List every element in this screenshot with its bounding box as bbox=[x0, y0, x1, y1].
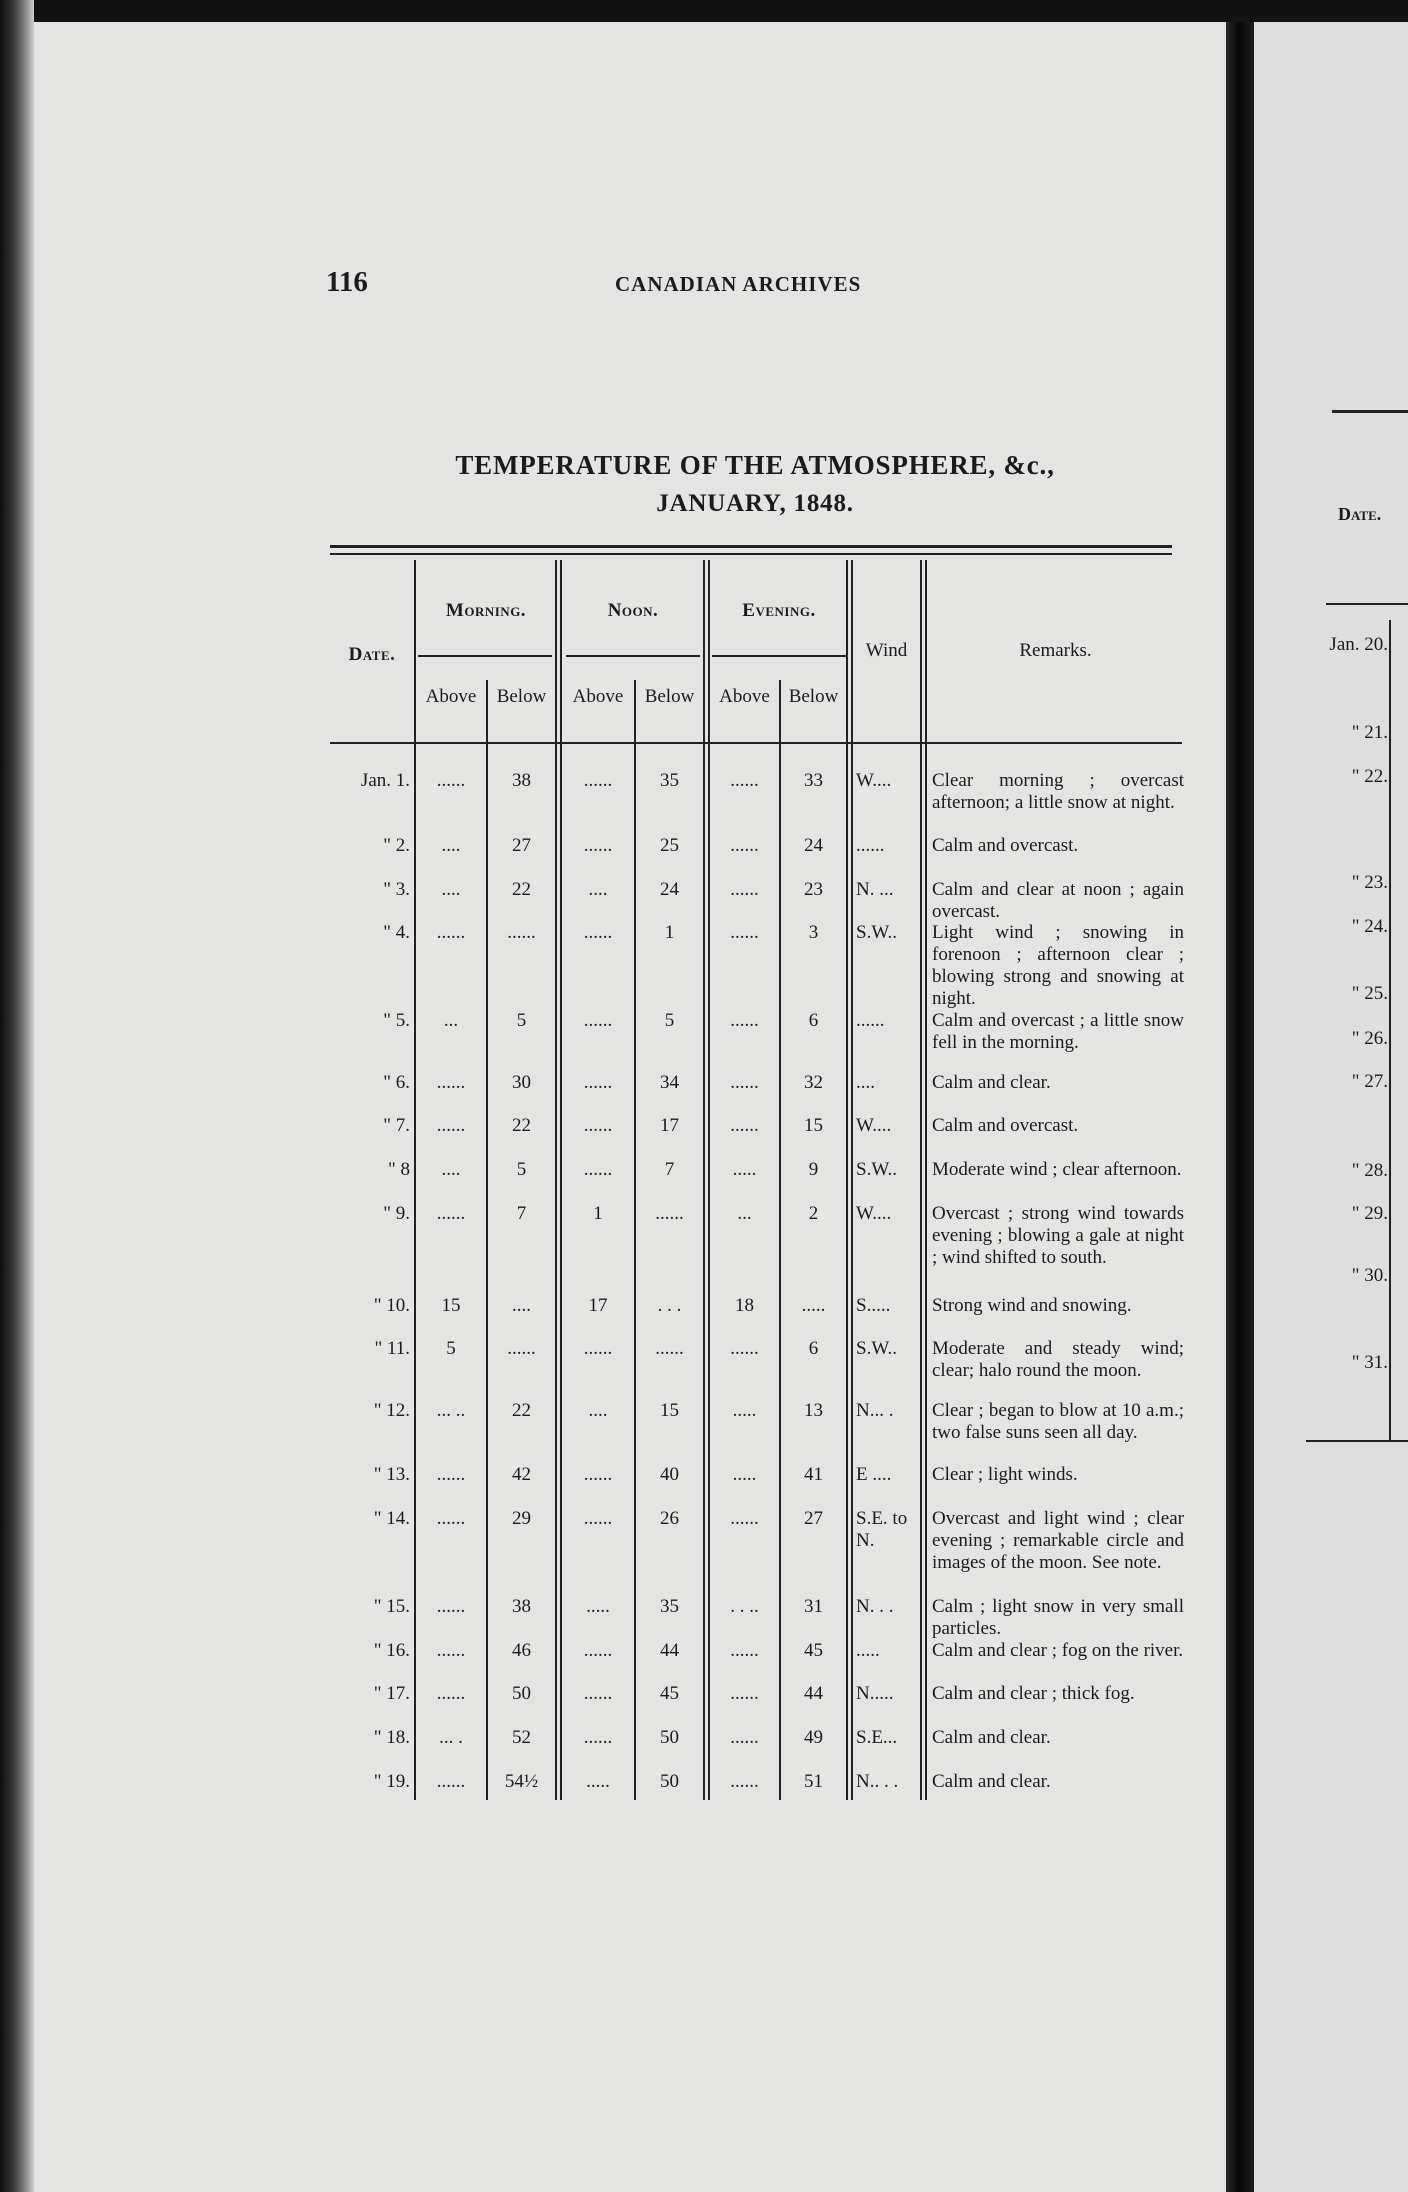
cell-remarks: Overcast ; strong wind towards evening ; blowing a gale at night ; wind shifted to south. bbox=[932, 1203, 1184, 1268]
facing-page-date: " 24. bbox=[1351, 916, 1388, 937]
cell-remarks: Clear ; began to blow at 10 a.m.; two false suns seen all day. bbox=[932, 1400, 1184, 1443]
noon-group-rule bbox=[566, 655, 700, 657]
cell-evening-above: ... bbox=[737, 1203, 752, 1224]
cell-wind: .... bbox=[856, 1072, 875, 1093]
cell-evening-below: 6 bbox=[808, 1338, 819, 1359]
cell-noon-below: 50 bbox=[660, 1727, 679, 1748]
cell-evening-below: ..... bbox=[801, 1295, 826, 1316]
running-head: CANADIAN ARCHIVES bbox=[615, 272, 862, 296]
cell-noon-below: 45 bbox=[660, 1683, 679, 1704]
evening-group-rule bbox=[712, 655, 846, 657]
facing-page-col-rule bbox=[1389, 620, 1391, 1440]
header-date: Date. bbox=[348, 644, 396, 665]
cell-morning-above: ... .. bbox=[436, 1400, 466, 1421]
cell-wind: W.... bbox=[856, 770, 892, 791]
cell-remarks: Calm and clear ; fog on the river. bbox=[932, 1640, 1184, 1661]
cell-evening-below: 9 bbox=[808, 1159, 819, 1180]
facing-page-date: " 21. bbox=[1351, 722, 1388, 743]
header-morning-above: Above bbox=[425, 686, 477, 707]
cell-evening-below: 44 bbox=[804, 1683, 823, 1704]
cell-evening-below: 27 bbox=[804, 1508, 823, 1529]
cell-noon-above: ...... bbox=[583, 1338, 613, 1359]
cell-evening-below: 2 bbox=[808, 1203, 819, 1224]
cell-noon-below: 35 bbox=[660, 1596, 679, 1617]
cell-evening-above: ...... bbox=[730, 835, 759, 856]
cell-date: Jan. 1. bbox=[360, 770, 410, 791]
table-title: TEMPERATURE OF THE ATMOSPHERE, &c., bbox=[455, 450, 1055, 480]
cell-morning-below: 54½ bbox=[504, 1771, 539, 1792]
cell-morning-below: 50 bbox=[512, 1683, 531, 1704]
cell-date: " 15. bbox=[373, 1596, 410, 1617]
cell-morning-above: .... bbox=[441, 879, 461, 900]
cell-noon-below: 34 bbox=[660, 1072, 679, 1093]
cell-morning-above: ... bbox=[443, 1010, 459, 1031]
cell-noon-above: ...... bbox=[583, 835, 613, 856]
cell-wind: N.. . . bbox=[856, 1771, 899, 1792]
cell-date: " 11. bbox=[374, 1338, 410, 1359]
cell-morning-below: 29 bbox=[512, 1508, 531, 1529]
cell-date: " 9. bbox=[383, 1203, 410, 1224]
cell-wind: E .... bbox=[856, 1464, 892, 1485]
facing-page-header-rule bbox=[1326, 603, 1408, 605]
header-evening-above: Above bbox=[719, 686, 770, 707]
cell-morning-below: 46 bbox=[512, 1640, 531, 1661]
cell-date: " 4. bbox=[383, 922, 410, 943]
cell-noon-below: 26 bbox=[660, 1508, 679, 1529]
cell-morning-below: 5 bbox=[516, 1010, 527, 1031]
cell-evening-below: 23 bbox=[804, 879, 823, 900]
facing-page-date: " 27. bbox=[1351, 1071, 1388, 1092]
cell-noon-below: ...... bbox=[655, 1203, 684, 1224]
cell-morning-above: 5 bbox=[446, 1338, 456, 1359]
cell-date: " 7. bbox=[383, 1115, 410, 1136]
header-morning: Morning. bbox=[445, 600, 527, 621]
cell-remarks: Light wind ; snowing in forenoon ; afternoon clear ; blowing strong and snowing at night. bbox=[932, 922, 1184, 1009]
cell-evening-above: ..... bbox=[732, 1159, 757, 1180]
cell-evening-below: 31 bbox=[804, 1596, 823, 1617]
cell-morning-below: 5 bbox=[516, 1159, 527, 1180]
facing-page-date: " 25. bbox=[1351, 983, 1388, 1004]
cell-date: " 12. bbox=[373, 1400, 410, 1421]
cell-wind: N... . bbox=[856, 1400, 894, 1421]
cell-date: " 17. bbox=[373, 1683, 410, 1704]
cell-evening-above: ...... bbox=[730, 770, 759, 791]
header-noon-above: Above bbox=[572, 686, 624, 707]
cell-remarks: Moderate and steady wind; clear; halo round the moon. bbox=[932, 1338, 1184, 1381]
cell-noon-below: 44 bbox=[660, 1640, 679, 1661]
facing-page-date: Jan. 20. bbox=[1329, 634, 1388, 655]
cell-evening-below: 45 bbox=[804, 1640, 823, 1661]
cell-evening-below: 24 bbox=[804, 835, 823, 856]
cell-wind: S.E... bbox=[856, 1727, 898, 1748]
cell-remarks: Strong wind and snowing. bbox=[932, 1295, 1132, 1316]
cell-wind: S.W.. bbox=[856, 1159, 898, 1180]
cell-evening-above: ...... bbox=[730, 1072, 759, 1093]
cell-morning-above: ...... bbox=[436, 1072, 466, 1093]
cell-noon-below: 24 bbox=[660, 879, 679, 900]
cell-evening-above: ...... bbox=[730, 1338, 759, 1359]
cell-wind: ...... bbox=[856, 1010, 885, 1031]
cell-evening-below: 41 bbox=[804, 1464, 823, 1485]
facing-page-date: " 22. bbox=[1351, 766, 1388, 787]
cell-noon-below: 17 bbox=[660, 1115, 679, 1136]
facing-page-date: " 28. bbox=[1351, 1160, 1388, 1181]
cell-noon-below: 15 bbox=[660, 1400, 679, 1421]
cell-noon-above: .... bbox=[588, 1400, 608, 1421]
col-rule-8a bbox=[920, 560, 922, 1800]
cell-morning-below: ...... bbox=[507, 1338, 536, 1359]
col-rule-8b bbox=[925, 560, 927, 1800]
cell-morning-above: ...... bbox=[436, 770, 466, 791]
cell-evening-above: ...... bbox=[730, 1640, 759, 1661]
col-rule-7a bbox=[846, 560, 848, 1800]
cell-noon-above: ...... bbox=[583, 1115, 613, 1136]
col-rule-7b bbox=[851, 560, 853, 1800]
cell-noon-above: ...... bbox=[583, 1159, 613, 1180]
cell-morning-below: 52 bbox=[512, 1727, 531, 1748]
header-remarks: Remarks. bbox=[1019, 640, 1092, 661]
facing-page-bottom-rule bbox=[1306, 1440, 1408, 1442]
facing-page-date: " 29. bbox=[1351, 1203, 1388, 1224]
cell-evening-below: 32 bbox=[804, 1072, 823, 1093]
cell-remarks: Clear morning ; overcast afternoon; a little snow at night. bbox=[932, 770, 1184, 813]
cell-noon-above: ...... bbox=[583, 1072, 613, 1093]
cell-wind: S.E. to N. bbox=[856, 1508, 908, 1551]
cell-noon-below: 7 bbox=[664, 1159, 675, 1180]
header-bottom-rule bbox=[330, 742, 1182, 744]
facing-page-date: " 31. bbox=[1351, 1352, 1388, 1373]
cell-morning-above: ...... bbox=[436, 922, 466, 943]
cell-morning-above: ...... bbox=[436, 1596, 466, 1617]
cell-noon-above: .... bbox=[588, 879, 608, 900]
cell-wind: N. . . bbox=[856, 1596, 894, 1617]
cell-morning-above: .... bbox=[441, 1159, 461, 1180]
header-evening: Evening. bbox=[742, 600, 816, 621]
cell-evening-above: ...... bbox=[730, 1727, 759, 1748]
cell-noon-below: ...... bbox=[655, 1338, 684, 1359]
cell-wind: ..... bbox=[856, 1640, 880, 1661]
cell-evening-below: 3 bbox=[808, 922, 819, 943]
cell-morning-below: 22 bbox=[512, 879, 531, 900]
cell-date: " 8 bbox=[387, 1159, 410, 1180]
cell-morning-below: ...... bbox=[507, 922, 536, 943]
cell-morning-below: 42 bbox=[512, 1464, 531, 1485]
page-sheet bbox=[34, 22, 1240, 2192]
cell-evening-below: 33 bbox=[804, 770, 823, 791]
cell-morning-above: ...... bbox=[436, 1640, 466, 1661]
cell-date: " 5. bbox=[383, 1010, 410, 1031]
cell-morning-above: ...... bbox=[436, 1115, 466, 1136]
cell-noon-above: 17 bbox=[588, 1295, 608, 1316]
cell-noon-above: ...... bbox=[583, 1508, 613, 1529]
cell-morning-below: 22 bbox=[512, 1115, 531, 1136]
cell-noon-below: 50 bbox=[660, 1771, 679, 1792]
cell-evening-above: ..... bbox=[732, 1464, 757, 1485]
header-noon-below: Below bbox=[644, 686, 695, 707]
facing-page-top-rule bbox=[1332, 410, 1408, 413]
cell-evening-below: 49 bbox=[804, 1727, 823, 1748]
cell-noon-above: ...... bbox=[583, 922, 613, 943]
cell-wind: W.... bbox=[856, 1115, 892, 1136]
facing-page-date: " 30. bbox=[1351, 1265, 1388, 1286]
cell-wind: N. ... bbox=[856, 879, 894, 900]
cell-remarks: Overcast and light wind ; clear evening ; remarkable circle and images of the moon. See note. bbox=[932, 1508, 1184, 1573]
cell-evening-above: ...... bbox=[730, 879, 759, 900]
cell-evening-above: ...... bbox=[730, 922, 759, 943]
cell-noon-above: ..... bbox=[586, 1596, 610, 1617]
cell-remarks: Clear ; light winds. bbox=[932, 1464, 1078, 1485]
cell-remarks: Moderate wind ; clear afternoon. bbox=[932, 1159, 1182, 1180]
col-rule-3a bbox=[555, 560, 557, 1800]
cell-morning-below: 38 bbox=[512, 1596, 531, 1617]
header-wind: Wind bbox=[865, 640, 908, 661]
facing-page-date: " 23. bbox=[1351, 872, 1388, 893]
cell-remarks: Calm and clear. bbox=[932, 1771, 1051, 1792]
cell-date: " 16. bbox=[373, 1640, 410, 1661]
cell-evening-above: ...... bbox=[730, 1683, 759, 1704]
cell-evening-below: 13 bbox=[804, 1400, 823, 1421]
col-rule-5a bbox=[703, 560, 705, 1800]
cell-morning-above: .... bbox=[441, 835, 461, 856]
cell-date: " 13. bbox=[373, 1464, 410, 1485]
cell-evening-above: ...... bbox=[730, 1010, 759, 1031]
cell-date: " 18. bbox=[373, 1727, 410, 1748]
cell-morning-above: ...... bbox=[436, 1203, 466, 1224]
cell-wind: S.W.. bbox=[856, 922, 898, 943]
cell-evening-above: ...... bbox=[730, 1771, 759, 1792]
cell-date: " 10. bbox=[373, 1295, 410, 1316]
cell-morning-above: ...... bbox=[436, 1771, 466, 1792]
header-noon: Noon. bbox=[607, 600, 659, 621]
cell-wind: ...... bbox=[856, 835, 885, 856]
book-gutter bbox=[1226, 22, 1254, 2192]
cell-noon-above: ..... bbox=[586, 1771, 610, 1792]
cell-wind: S.W.. bbox=[856, 1338, 898, 1359]
cell-wind: S..... bbox=[856, 1295, 891, 1316]
cell-evening-below: 51 bbox=[804, 1771, 823, 1792]
cell-remarks: Calm and clear ; thick fog. bbox=[932, 1683, 1135, 1704]
header-evening-below: Below bbox=[788, 686, 839, 707]
facing-page-date-header: Date. bbox=[1338, 504, 1382, 524]
cell-morning-above: ...... bbox=[436, 1508, 466, 1529]
cell-remarks: Calm ; light snow in very small particles. bbox=[932, 1596, 1184, 1639]
cell-morning-below: 7 bbox=[516, 1203, 527, 1224]
cell-morning-below: 30 bbox=[512, 1072, 531, 1093]
cell-noon-below: 5 bbox=[664, 1010, 675, 1031]
cell-noon-above: ...... bbox=[583, 1464, 613, 1485]
cell-remarks: Calm and overcast ; a little snow fell in the morning. bbox=[932, 1010, 1184, 1053]
cell-remarks: Calm and overcast. bbox=[932, 835, 1079, 856]
cell-noon-below: 25 bbox=[660, 835, 679, 856]
scan-top-border bbox=[0, 0, 1408, 22]
table-subtitle: JANUARY, 1848. bbox=[656, 490, 854, 517]
cell-morning-below: 38 bbox=[512, 770, 531, 791]
cell-noon-below: 35 bbox=[660, 770, 679, 791]
cell-evening-below: 6 bbox=[808, 1010, 819, 1031]
cell-evening-above: . . .. bbox=[730, 1596, 759, 1617]
cell-noon-above: ...... bbox=[583, 770, 613, 791]
cell-evening-above: ...... bbox=[730, 1115, 759, 1136]
cell-remarks: Calm and clear. bbox=[932, 1072, 1051, 1093]
cell-wind: N..... bbox=[856, 1683, 894, 1704]
cell-evening-above: ...... bbox=[730, 1508, 759, 1529]
cell-evening-above: ..... bbox=[732, 1400, 757, 1421]
cell-morning-below: 27 bbox=[512, 835, 531, 856]
cell-noon-above: ...... bbox=[583, 1640, 613, 1661]
header-morning-below: Below bbox=[496, 686, 547, 707]
page-number: 116 bbox=[326, 266, 368, 298]
cell-morning-below: 22 bbox=[512, 1400, 531, 1421]
book-left-edge bbox=[0, 0, 34, 2192]
top-double-rule bbox=[330, 545, 1172, 548]
top-double-rule-inner bbox=[330, 553, 1172, 555]
cell-noon-above: ...... bbox=[583, 1727, 613, 1748]
cell-morning-above: 15 bbox=[441, 1295, 461, 1316]
facing-page bbox=[1254, 22, 1408, 2192]
cell-noon-below: 40 bbox=[660, 1464, 679, 1485]
facing-page-date: " 26. bbox=[1351, 1028, 1388, 1049]
cell-evening-above: 18 bbox=[735, 1295, 754, 1316]
cell-noon-above: 1 bbox=[593, 1203, 603, 1224]
cell-noon-above: ...... bbox=[583, 1683, 613, 1704]
cell-noon-below: . . . bbox=[657, 1295, 682, 1316]
cell-remarks: Calm and overcast. bbox=[932, 1115, 1079, 1136]
cell-morning-below: .... bbox=[512, 1295, 531, 1316]
cell-morning-above: ...... bbox=[436, 1683, 466, 1704]
morning-group-rule bbox=[418, 655, 552, 657]
cell-date: " 3. bbox=[383, 879, 410, 900]
cell-date: " 6. bbox=[383, 1072, 410, 1093]
cell-noon-below: 1 bbox=[664, 922, 675, 943]
cell-date: " 19. bbox=[373, 1771, 410, 1792]
cell-noon-above: ...... bbox=[583, 1010, 613, 1031]
cell-remarks: Calm and clear. bbox=[932, 1727, 1051, 1748]
cell-morning-above: ...... bbox=[436, 1464, 466, 1485]
cell-wind: W.... bbox=[856, 1203, 892, 1224]
cell-evening-below: 15 bbox=[804, 1115, 823, 1136]
cell-remarks: Calm and clear at noon ; again overcast. bbox=[932, 879, 1184, 922]
cell-morning-above: ... . bbox=[439, 1727, 463, 1748]
cell-date: " 14. bbox=[373, 1508, 410, 1529]
cell-date: " 2. bbox=[383, 835, 410, 856]
